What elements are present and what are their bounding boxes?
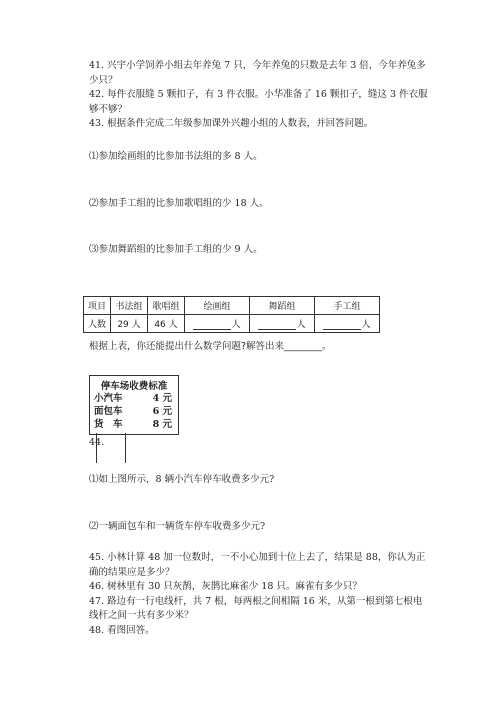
vehicle-fee: 4 元 xyxy=(152,393,172,404)
vehicle-fee: 8 元 xyxy=(152,419,172,430)
table-blank-cell[interactable] xyxy=(315,315,380,333)
table-cell: 46 人 xyxy=(148,315,185,333)
table-row xyxy=(84,315,380,333)
question-41: 41. 兴宇小学饲养小组去年养兔 7 只，今年养兔的只数是去年 3 倍，今年养兔多 少只？ xyxy=(89,60,426,86)
table-header-cell: 歌唱组 xyxy=(148,297,185,315)
parking-fee-sign xyxy=(89,375,179,435)
table-cell: 29 人 xyxy=(111,315,148,333)
table-header-cell: 绘画组 xyxy=(185,297,250,315)
question-43: 43. 根据条件完成二年级参加课外兴趣小组的人数表，并回答问题。 xyxy=(89,118,374,129)
vehicle-name: 小汽车 xyxy=(94,393,123,404)
table-blank-cell[interactable] xyxy=(250,315,315,333)
interest-group-table xyxy=(83,296,380,333)
answer-blank[interactable] xyxy=(258,319,296,330)
table-header-row xyxy=(84,297,380,315)
answer-blank[interactable] xyxy=(193,319,231,330)
question-44: 44. xyxy=(89,437,105,448)
question-43-part-2: ⑵参加手工组的比参加歌唱组的少 18 人。 xyxy=(89,198,269,209)
unit-label: 人 xyxy=(296,320,306,330)
vehicle-fee: 6 元 xyxy=(152,406,172,417)
table-header-cell: 舞蹈组 xyxy=(250,297,315,315)
unit-label: 人 xyxy=(361,320,371,330)
question-43-part-3: ⑶参加舞蹈组的比参加手工组的少 9 人。 xyxy=(89,244,263,255)
question-44-part-1: ⑴如上图所示，8 辆小汽车停车收费多少元? xyxy=(89,474,275,485)
sign-post-right xyxy=(125,433,126,463)
question-43-part-1: ⑴参加绘画组的比参加书法组的多 8 人。 xyxy=(89,151,263,162)
answer-blank[interactable] xyxy=(323,319,361,330)
table-header-cell: 书法组 xyxy=(111,297,148,315)
question-44-part-2: ⑵一辆面包车和一辆货车停车收费多少元? xyxy=(89,521,266,532)
table-header-cell: 手工组 xyxy=(315,297,380,315)
question-43-followup: 根据上表，你还能提出什么数学问题?解答出来________。 xyxy=(89,341,332,352)
vehicle-name: 货 车 xyxy=(94,419,123,430)
vehicle-name: 面包车 xyxy=(94,406,123,417)
table-blank-cell[interactable] xyxy=(185,315,250,333)
unit-label: 人 xyxy=(231,320,241,330)
sign-row xyxy=(90,418,178,431)
questions-45-48: 45. 小林计算 48 加一位数时，一不小心加到十位上去了，结果是 88，你认为正 确的结果应是多少？ 46. 树林里有 30 只灰鹊，灰鹊比麻雀少 18 只。麻雀有多少只？ 47. 路边有一行电线杆，共 7 根，每两根之间相隔 16 米，从第一根到第七根电 线杆之间一共有多少米？ 48. 看图回答。 xyxy=(89,552,426,636)
table-header-cell: 项目 xyxy=(84,297,111,315)
table-row-label: 人数 xyxy=(84,315,111,333)
question-42: 42. 每件衣服缝 5 颗扣子，有 3 件衣服。小华准备了 16 颗扣子，缝这 3 件衣服 够不够？ xyxy=(89,89,428,115)
sign-title: 停车场收费标准 xyxy=(100,381,168,392)
sign-row xyxy=(90,392,178,405)
sign-row xyxy=(90,405,178,418)
